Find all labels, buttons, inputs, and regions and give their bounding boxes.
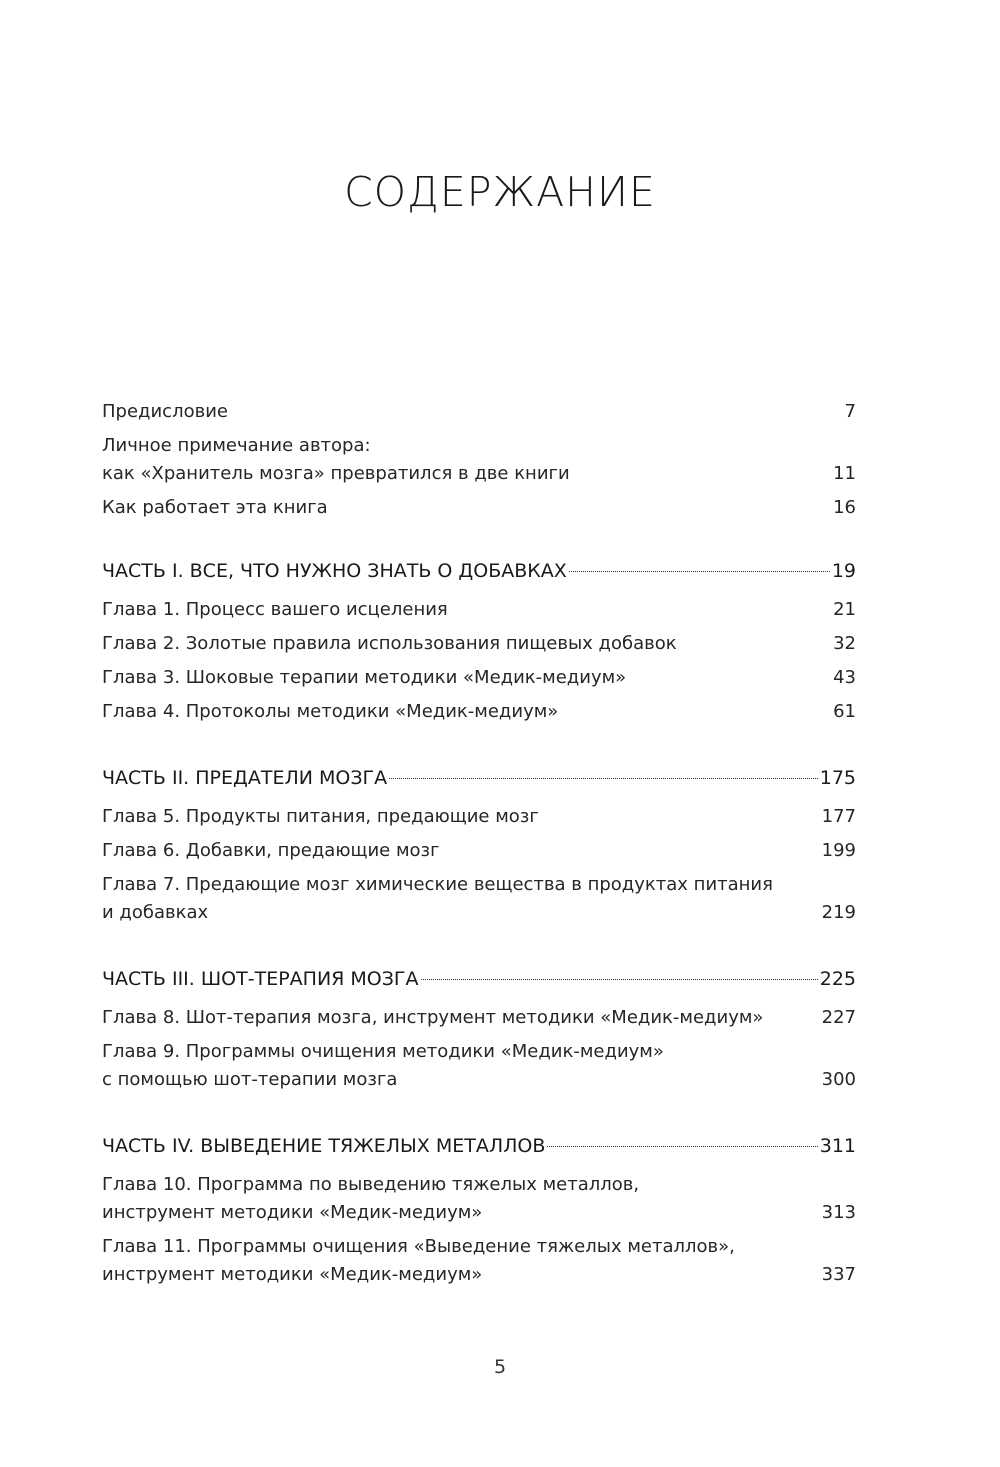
toc-part-title: ЧАСТЬ I. ВСЕ, ЧТО НУЖНО ЗНАТЬ О ДОБАВКАХ xyxy=(102,560,567,582)
page-number: 5 xyxy=(493,1356,507,1378)
toc-part-page: 19 xyxy=(831,560,856,582)
toc-entry-page: 227 xyxy=(821,1007,856,1028)
toc-entry-chapter-7 xyxy=(102,871,856,927)
toc-entry-chapter-2 xyxy=(102,630,856,658)
toc-entry-page: 61 xyxy=(833,701,856,722)
toc-entry-page: 199 xyxy=(821,840,856,861)
toc-entry-page: 177 xyxy=(821,806,856,827)
toc-entry-line-1: Глава 7. Предающие мозг химические вещества в продуктах питания xyxy=(102,874,773,895)
toc-part-title: ЧАСТЬ II. ПРЕДАТЕЛИ МОЗГА xyxy=(102,767,388,789)
dot-leader xyxy=(421,979,818,980)
toc-part-page: 311 xyxy=(819,1135,856,1157)
toc-entry-title xyxy=(102,1171,822,1227)
toc-entry-title: Предисловие xyxy=(102,401,228,422)
toc-entry-title: Глава 3. Шоковые терапии методики «Медик-медиум» xyxy=(102,667,627,688)
toc-entry-page: 337 xyxy=(821,1264,856,1285)
toc-part-title: ЧАСТЬ IV. ВЫВЕДЕНИЕ ТЯЖЕЛЫХ МЕТАЛЛОВ xyxy=(102,1135,546,1157)
toc-entry-line-2: как «Хранитель мозга» превратился в две книги xyxy=(102,463,570,484)
toc-entry-chapter-6 xyxy=(102,837,856,865)
toc-entry-page: 43 xyxy=(833,667,856,688)
toc-entry-chapter-4 xyxy=(102,698,856,726)
toc-entry-page: 32 xyxy=(833,633,856,654)
page-title: СОДЕРЖАНИЕ xyxy=(344,168,656,216)
toc-entry-chapter-11 xyxy=(102,1233,856,1289)
toc-entry-chapter-5 xyxy=(102,803,856,831)
dot-leader xyxy=(569,571,830,572)
toc-entry-title: Как работает эта книга xyxy=(102,497,328,518)
toc-entry-chapter-8 xyxy=(102,1004,856,1032)
toc-part-4 xyxy=(102,1132,856,1160)
toc-entry-line-1: Личное примечание автора: xyxy=(102,435,371,456)
toc-entry-chapter-10 xyxy=(102,1171,856,1227)
toc-part-page: 225 xyxy=(819,968,856,990)
toc-entry-title: Глава 6. Добавки, предающие мозг xyxy=(102,840,440,861)
toc-part-2 xyxy=(102,764,856,792)
toc-entry-page: 21 xyxy=(833,599,856,620)
toc-entry-line-2: инструмент методики «Медик-медиум» xyxy=(102,1264,483,1285)
toc-entry-page: 11 xyxy=(833,463,856,484)
toc-entry-page: 219 xyxy=(821,902,856,923)
toc-entry-line-1: Глава 11. Программы очищения «Выведение тяжелых металлов», xyxy=(102,1236,735,1257)
toc-entry-line-2: с помощью шот-терапии мозга xyxy=(102,1069,398,1090)
toc-entry-title xyxy=(102,432,833,488)
toc-entry-chapter-1 xyxy=(102,596,856,624)
toc-entry-chapter-3 xyxy=(102,664,856,692)
toc-entry-page: 7 xyxy=(844,401,856,422)
toc-entry-title xyxy=(102,1038,822,1094)
toc-entry-line-1: Глава 9. Программы очищения методики «Медик-медиум» xyxy=(102,1041,664,1062)
toc-entry-line-2: и добавках xyxy=(102,902,209,923)
toc-entry-title: Глава 2. Золотые правила использования пищевых добавок xyxy=(102,633,677,654)
toc-part-3 xyxy=(102,965,856,993)
toc-entry-title: Глава 4. Протоколы методики «Медик-медиум» xyxy=(102,701,559,722)
toc-entry-chapter-9 xyxy=(102,1038,856,1094)
toc-entry-page: 16 xyxy=(833,497,856,518)
toc-entry-title: Глава 1. Процесс вашего исцеления xyxy=(102,599,448,620)
toc-entry-title: Глава 8. Шот-терапия мозга, инструмент методики «Медик-медиум» xyxy=(102,1007,764,1028)
toc-part-title: ЧАСТЬ III. ШОТ-ТЕРАПИЯ МОЗГА xyxy=(102,968,419,990)
table-of-contents xyxy=(102,398,856,1289)
toc-entry-title xyxy=(102,871,822,927)
toc-entry-author-note xyxy=(102,432,856,488)
toc-entry-line-1: Глава 10. Программа по выведению тяжелых металлов, xyxy=(102,1174,640,1195)
toc-entry-page: 300 xyxy=(821,1069,856,1090)
dot-leader xyxy=(389,778,818,779)
toc-entry-preface xyxy=(102,398,856,426)
toc-part-page: 175 xyxy=(819,767,856,789)
toc-entry-title: Глава 5. Продукты питания, предающие мозг xyxy=(102,806,539,827)
toc-part-1 xyxy=(102,557,856,585)
toc-entry-title xyxy=(102,1233,822,1289)
toc-entry-page: 313 xyxy=(821,1202,856,1223)
toc-entry-line-2: инструмент методики «Медик-медиум» xyxy=(102,1202,483,1223)
dot-leader xyxy=(547,1146,817,1147)
toc-entry-how-it-works xyxy=(102,494,856,522)
